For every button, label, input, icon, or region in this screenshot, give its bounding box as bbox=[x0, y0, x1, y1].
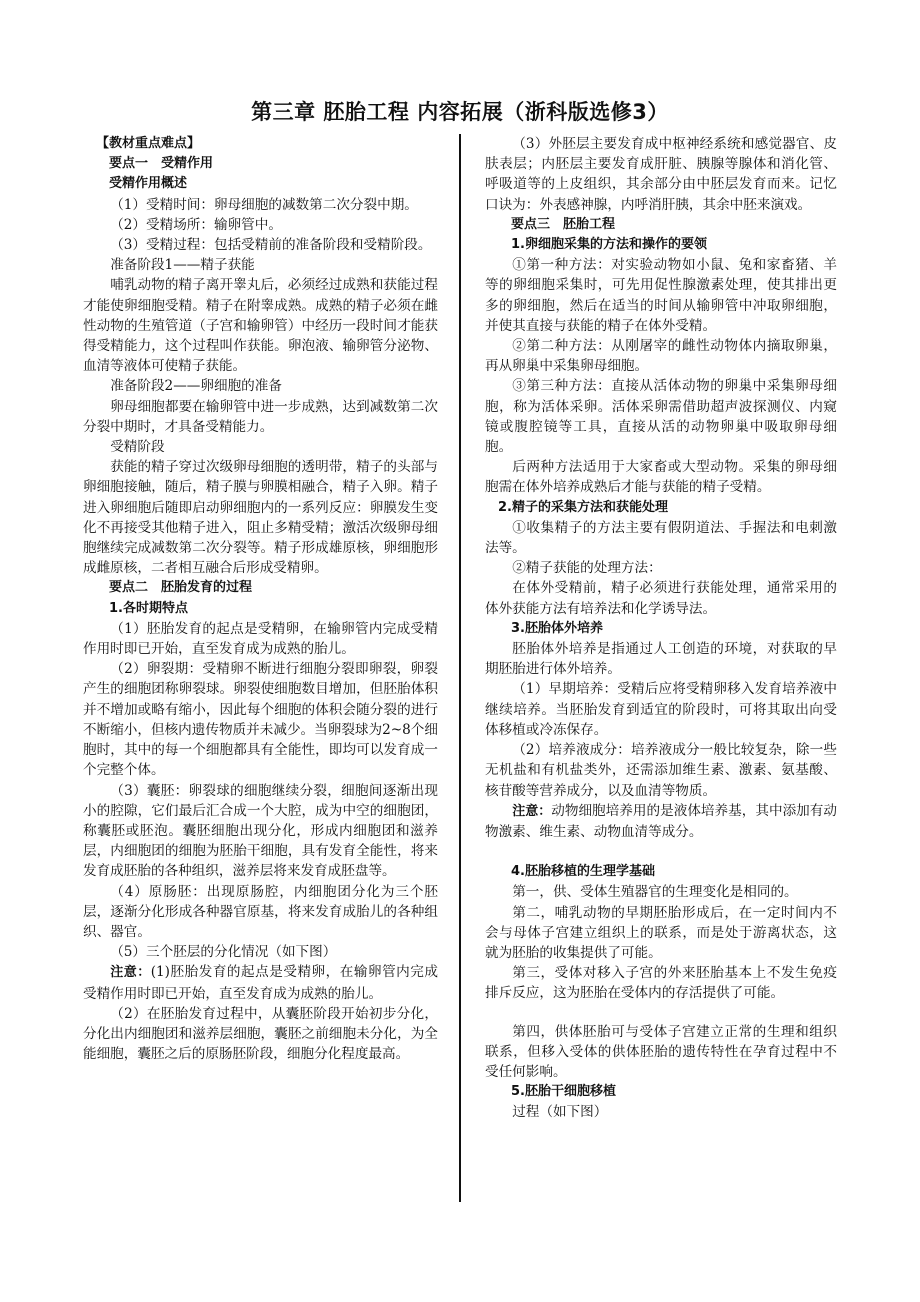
paragraph: （1）受精时间：卵母细胞的减数第二次分裂中期。 bbox=[110, 196, 418, 213]
note-label: 注意： bbox=[512, 803, 552, 819]
paragraph: （2）受精场所：输卵管中。 bbox=[110, 216, 282, 233]
paragraph: （3）囊胚：卵裂球的细胞继续分裂，细胞间逐渐出现小的腔隙，它们最后汇合成一个大腔，成为中空的细胞团，称囊胚或胚泡。囊胚细胞出现分化，形成内细胞团和滋养层，内细胞团的细胞为胚胎干细胞，具有发育全能性，将来发育成胚胎的各种组织，滋养层将来发育成胚盘等。 bbox=[83, 782, 438, 880]
left-column bbox=[83, 134, 438, 1064]
paragraph: （2）卵裂期：受精卵不断进行细胞分裂即卵裂，卵裂产生的细胞团称卵裂球。卵裂使细胞数目增加，但胚胎体积并不增加或略有缩小，因此每个细胞的体积会随分裂的进行不断缩小，但核内遗传物质并未减少。当卵裂球为2~8个细胞时，其中的每一个细胞都具有全能性，即均可以发育成一个完整个体。 bbox=[83, 661, 438, 779]
paragraph: （1）胚胎发育的起点是受精卵，在输卵管内完成受精作用时即已开始，直至发育成为成熟的胎儿。 bbox=[83, 620, 438, 658]
paragraph: 在体外受精前，精子必须进行获能处理，通常采用的体外获能方法有培养法和化学诱导法。 bbox=[485, 580, 837, 617]
section-title: 【教材重点难点】 bbox=[96, 136, 201, 151]
subheading: 5.胚胎干细胞移植 bbox=[511, 1084, 616, 1100]
paragraph: （2）培养液成分：培养液成分一般比较复杂，除一些无机盐和有机盐类外，还需添加维生素、激素、氨基酸、核苷酸等营养成分，以及血清等物质。 bbox=[485, 742, 837, 799]
paragraph: （3）外胚层主要发育成中枢神经系统和感觉器官、皮肤表层；内胚层主要发育成肝脏、胰腺等腺体和消化管、呼吸道等的上皮组织，其余部分由中胚层发育而来。记忆口诀为：外表感神腺，内呼消肝胰，其余中胚来演戏。 bbox=[485, 136, 837, 213]
paragraph: 第四，供体胚胎可与受体子宫建立正常的生理和组织联系，但移入受体的供体胚胎的遗传特性在孕育过程中不受任何影响。 bbox=[485, 1023, 837, 1080]
note-text: 动物细胞培养用的是液体培养基，其中添加有动物激素、维生素、动物血清等成分。 bbox=[485, 802, 837, 840]
point3-heading: 要点三 胚胎工程 bbox=[511, 216, 616, 232]
subheading: 3.胚胎体外培养 bbox=[511, 620, 603, 636]
paragraph: ②精子获能的处理方法： bbox=[512, 560, 662, 577]
paragraph: （4）原肠胚：出现原肠腔，内细胞团分化为三个胚层，逐渐分化形成各种器官原基，将来发育成胎儿的各种组织、器官。 bbox=[83, 883, 438, 940]
paragraph: （5）三个胚层的分化情况（如下图） bbox=[110, 944, 337, 961]
paragraph: 胚胎体外培养是指通过人工创造的环境，对获取的早期胚胎进行体外培养。 bbox=[485, 641, 837, 678]
spacer bbox=[485, 842, 837, 862]
note-paragraph bbox=[485, 801, 837, 842]
paragraph: 后两种方法适用于大家畜或大型动物。采集的卵母细胞需在体外培养成熟后才能与获能的精子受精。 bbox=[485, 459, 837, 496]
subheading: 2.精子的采集方法和获能处理 bbox=[498, 499, 668, 515]
paragraph: 第二，哺乳动物的早期胚胎形成后，在一定时间内不会与母体子宫建立组织上的联系，而是处于游离状态，这就为胚胎的收集提供了可能。 bbox=[485, 904, 837, 961]
spacer bbox=[485, 1004, 837, 1022]
note-label: 注意： bbox=[110, 965, 151, 981]
paragraph: 获能的精子穿过次级卵母细胞的透明带，精子的头部与卵细胞接触，随后，精子膜与卵膜相融合，精子入卵。精子进入卵细胞后随即启动卵细胞内的一系列反应：卵膜发生变化不再接受其他精子进入，阻止多精受精；激活次级卵母细胞继续完成减数第二次分裂等。精子形成雄原核，卵细胞形成雌原核，二者相互融合后形成受精卵。 bbox=[83, 459, 438, 577]
subheading: 1.各时期特点 bbox=[109, 600, 188, 616]
paragraph: 卵母细胞都要在输卵管中进一步成熟，达到减数第二次分裂中期时，才具备受精能力。 bbox=[83, 398, 438, 435]
point2-heading: 要点二 胚胎发育的过程 bbox=[109, 580, 253, 596]
paragraph: ①第一种方法：对实验动物如小鼠、兔和家畜猪、羊等的卵细胞采集时，可先用促性腺激素处理，使其排出更多的卵细胞，然后在适当的时间从输卵管中冲取卵细胞，并使其直接与获能的精子在体外受精。 bbox=[485, 257, 837, 334]
subheading: 准备阶段1——精子获能 bbox=[110, 257, 255, 274]
paragraph: ③第三种方法：直接从活体动物的卵巢中采集卵母细胞，称为活体采卵。活体采卵需借助超声波探测仪、内窥镜或腹腔镜等工具，直接从活的动物卵巢中吸取卵母细胞。 bbox=[485, 378, 837, 456]
subheading: 4.胚胎移植的生理学基础 bbox=[511, 864, 655, 880]
paragraph: 第三，受体对移入子宫的外来胚胎基本上不发生免疫排斥反应，这为胚胎在受体内的存活提供了可能。 bbox=[485, 965, 837, 1002]
paragraph: （3）受精过程：包括受精前的准备阶段和受精阶段。 bbox=[110, 237, 432, 254]
paragraph: ①收集精子的方法主要有假阴道法、手握法和电刺激法等。 bbox=[485, 519, 837, 557]
paragraph: （2）在胚胎发育过程中，从囊胚阶段开始初步分化，分化出内细胞团和滋养层细胞，囊胚之前细胞未分化，为全能细胞，囊胚之后的原肠胚阶段，细胞分化程度最高。 bbox=[83, 1005, 438, 1063]
subheading: 受精阶段 bbox=[110, 439, 165, 456]
overview-heading: 受精作用概述 bbox=[109, 176, 188, 192]
column-divider bbox=[459, 134, 461, 1202]
subheading: 准备阶段2——卵细胞的准备 bbox=[110, 378, 282, 395]
paragraph: ②第二种方法：从刚屠宰的雌性动物体内摘取卵巢，再从卵巢中采集卵母细胞。 bbox=[485, 338, 837, 375]
note-text: (1)胚胎发育的起点是受精卵，在输卵管内完成受精作用时即已开始，直至发育成为成熟的胎儿。 bbox=[83, 964, 438, 1002]
paragraph: 第一，供、受体生殖器官的生理变化是相同的。 bbox=[512, 884, 798, 901]
paragraph: 过程（如下图） bbox=[512, 1104, 608, 1121]
note-paragraph bbox=[83, 962, 438, 1003]
paragraph: 哺乳动物的精子离开睾丸后，必须经过成熟和获能过程才能使卵细胞受精。精子在附睾成熟。成熟的精子必须在雌性动物的生殖管道（子宫和输卵管）中经历一段时间才能获得受精能力，这个过程叫作获能。卵泡液、输卵管分泌物、血清等液体可使精子获能。 bbox=[83, 277, 438, 375]
point1-heading: 要点一 受精作用 bbox=[109, 156, 214, 172]
subheading: 1.卵细胞采集的方法和操作的要领 bbox=[511, 237, 707, 253]
paragraph: （1）早期培养：受精后应将受精卵移入发育培养液中继续培养。当胚胎发育到适宜的阶段时，可将其取出向受体移植或冷冻保存。 bbox=[485, 681, 837, 738]
right-column bbox=[485, 134, 837, 1123]
page-title: 第三章 胚胎工程 内容拓展（浙科版选修3） bbox=[251, 100, 669, 124]
